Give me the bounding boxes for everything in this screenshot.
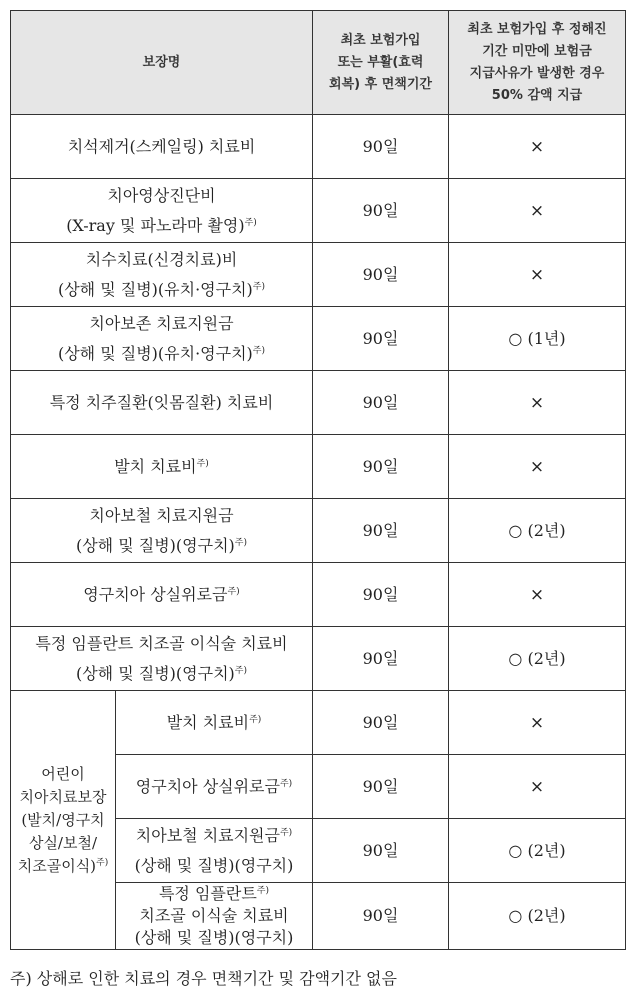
reduction-mark: ×	[449, 115, 626, 179]
exemption-period: 90일	[313, 819, 449, 883]
reduction-mark: ×	[449, 563, 626, 627]
exemption-period: 90일	[313, 563, 449, 627]
footnote-ref: 주)	[234, 665, 247, 676]
exemption-period: 90일	[313, 627, 449, 691]
table-row	[11, 115, 626, 179]
exemption-period: 90일	[313, 755, 449, 819]
footnote-ref: 주)	[256, 886, 270, 896]
header-row	[11, 11, 626, 115]
exemption-period: 90일	[313, 691, 449, 755]
reduction-mark: ×	[449, 435, 626, 499]
coverage-table	[10, 10, 626, 950]
footnote-ref: 주)	[244, 217, 257, 228]
coverage-name: 치아보철 치료지원금 (상해 및 질병)(영구치)$^{주)}$	[11, 499, 313, 563]
reduction-mark: ×	[449, 243, 626, 307]
table-row	[11, 371, 626, 435]
table-row	[11, 627, 626, 691]
exemption-period: 90일	[313, 883, 449, 950]
coverage-name: 치아보철 치료지원금$^{주)}$ (상해 및 질병)(영구치)	[116, 819, 313, 883]
reduction-mark: ×	[449, 691, 626, 755]
footnote-ref: 주)	[249, 714, 262, 725]
reduction-mark: ○ (2년)	[449, 627, 626, 691]
coverage-name: 치아영상진단비 (X-ray 및 파노라마 촬영)$^{주)}$	[11, 179, 313, 243]
exemption-period: 90일	[313, 179, 449, 243]
coverage-name: 특정 임플란트 치조골 이식술 치료비 (상해 및 질병)(영구치)$^{주)}$	[11, 627, 313, 691]
exemption-period: 90일	[313, 243, 449, 307]
exemption-period: 90일	[313, 435, 449, 499]
footnote-ref: 주)	[196, 458, 209, 469]
footnote-ref: 주)	[279, 827, 293, 838]
footnote-ref: 주)	[227, 586, 240, 597]
coverage-name: 발치 치료비$^{주)}$	[11, 435, 313, 499]
footnote-ref: 주)	[252, 281, 265, 292]
table-row	[11, 179, 626, 243]
footnote-text: 주) 상해로 인한 치료의 경우 면책기간 및 감액기간 없음	[10, 969, 397, 988]
coverage-name: 영구치아 상실위로금$^{주)}$	[116, 755, 313, 819]
table-row	[11, 499, 626, 563]
footnote-ref: 주)	[96, 857, 109, 868]
reduction-mark: ×	[449, 755, 626, 819]
coverage-name: 발치 치료비$^{주)}$	[116, 691, 313, 755]
reduction-mark: ×	[449, 371, 626, 435]
table-row	[11, 563, 626, 627]
table-row	[11, 307, 626, 371]
footnote-ref: 주)	[279, 778, 293, 789]
coverage-name: 특정 임플란트$^{주)}$ 치조골 이식술 치료비 (상해 및 질병)(영구치)	[116, 883, 313, 950]
exemption-period: 90일	[313, 499, 449, 563]
exemption-period: 90일	[313, 371, 449, 435]
table-row	[11, 243, 626, 307]
reduction-mark: ○ (1년)	[449, 307, 626, 371]
table-row	[11, 691, 626, 755]
coverage-name: 영구치아 상실위로금$^{주)}$	[11, 563, 313, 627]
coverage-name: 특정 치주질환(잇몸질환) 치료비	[11, 371, 313, 435]
coverage-name: 치아보존 치료지원금 (상해 및 질병)(유치·영구치)$^{주)}$	[11, 307, 313, 371]
footnote-ref: 주)	[252, 345, 265, 356]
header-reduction-payment: 최초 보험가입 후 정해진 기간 미만에 보험금 지급사유가 발생한 경우 50% 감액 지급	[449, 11, 626, 115]
coverage-name: 치수치료(신경치료)비 (상해 및 질병)(유치·영구치)$^{주)}$	[11, 243, 313, 307]
table-row	[11, 435, 626, 499]
group-label: 어린이 치아치료보장 (발치/영구치 상실/보철/ 치조골이식)$^{주)}$	[11, 691, 116, 950]
header-exemption-period: 최초 보험가입 또는 부활(효력 회복) 후 면책기간	[313, 11, 449, 115]
reduction-mark: ○ (2년)	[449, 883, 626, 950]
exemption-period: 90일	[313, 307, 449, 371]
reduction-mark: ×	[449, 179, 626, 243]
exemption-period: 90일	[313, 115, 449, 179]
coverage-name: 치석제거(스케일링) 치료비	[11, 115, 313, 179]
reduction-mark: ○ (2년)	[449, 819, 626, 883]
reduction-mark: ○ (2년)	[449, 499, 626, 563]
footnote-ref: 주)	[234, 537, 247, 548]
header-coverage-name: 보장명	[11, 11, 313, 115]
